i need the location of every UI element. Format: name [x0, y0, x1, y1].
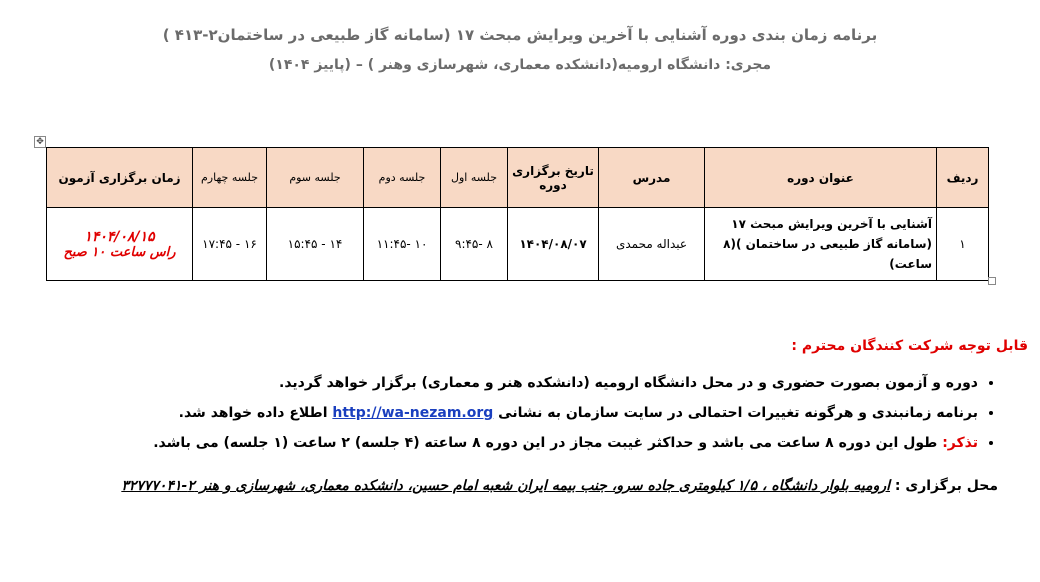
table-header-row: [47, 148, 989, 208]
notice-heading: قابل توجه شرکت کنندگان محترم :: [791, 338, 1028, 354]
list-item: [18, 428, 978, 458]
header-exam: زمان برگزاری آزمون: [47, 148, 193, 208]
reminder-label: تذکر:: [942, 435, 978, 451]
header-instructor: مدرس: [599, 148, 705, 208]
document-title: برنامه زمان بندی دوره آشنایی با آخرین ویرایش مبحث ۱۷ (سامانه گاز طبیعی در ساختمان۲-۴۱۳ ): [162, 26, 878, 44]
notice-item-3: طول این دوره ۸ ساعت می باشد و حداکثر غیبت مجاز در این دوره ۸ ساعته (۴ جلسه) ۲ ساعت (۱ جلسه) می باشد.: [153, 435, 938, 451]
cell-course-title: آشنایی با آخرین ویرایش مبحث ۱۷ (سامانه گاز طبیعی در ساختمان )(۸ ساعت): [705, 208, 937, 281]
header-course-title: عنوان دوره: [705, 148, 937, 208]
header-row-no: ردیف: [937, 148, 989, 208]
list-item: [18, 368, 978, 398]
header-session4: جلسه چهارم: [193, 148, 267, 208]
cell-exam: [47, 208, 193, 281]
cell-session1: ۸ -۹:۴۵: [441, 208, 508, 281]
header-date: تاریخ برگزاری دوره: [508, 148, 599, 208]
exam-time: راس ساعت ۱۰ صبح: [63, 244, 176, 260]
document-subtitle: مجری: دانشگاه ارومیه(دانشکده معماری، شهرسازی وهنر ) – (پاییز ۱۴۰۴): [268, 57, 772, 73]
website-link[interactable]: http://wa-nezam.org: [332, 405, 494, 421]
cell-date: ۱۴۰۴/۰۸/۰۷: [508, 208, 599, 281]
location-label: محل برگزاری :: [894, 478, 998, 494]
location-line: [121, 478, 998, 494]
list-item: [18, 398, 978, 428]
table-row: [47, 208, 989, 281]
exam-date: ۱۴۰۴/۰۸/۱۵: [84, 228, 155, 245]
table-resize-handle-icon[interactable]: [988, 277, 996, 285]
header-session1: جلسه اول: [441, 148, 508, 208]
cell-session2: ۱۰ -۱۱:۴۵: [364, 208, 441, 281]
cell-session4: ۱۶ - ۱۷:۴۵: [193, 208, 267, 281]
cell-row-no: ۱: [937, 208, 989, 281]
location-value: ارومیه بلوار دانشگاه ، ۱/۵ کیلومتری جاده سرو، جنب بیمه ایران شعبه امام حسین، دانشکده معماری، شهرسازی و هنر ۲-۳۲۷۷۷۰۴۱: [121, 478, 891, 494]
table-move-handle-icon[interactable]: ✥: [34, 136, 46, 148]
cell-instructor: عبداله محمدی: [599, 208, 705, 281]
notice-item-1: دوره و آزمون بصورت حضوری و در محل دانشگاه ارومیه (دانشکده هنر و معماری) برگزار خواهد گردید.: [279, 375, 978, 391]
header-session2: جلسه دوم: [364, 148, 441, 208]
schedule-table: [46, 147, 989, 281]
notice-item-2: برنامه زمانبندی و هرگونه تغییرات احتمالی در سایت سازمان به نشانی: [498, 405, 978, 421]
notice-item-2-suffix: اطلاع داده خواهد شد.: [178, 405, 328, 421]
notice-list: [18, 368, 1000, 458]
cell-session3: ۱۴ - ۱۵:۴۵: [267, 208, 364, 281]
header-session3: جلسه سوم: [267, 148, 364, 208]
